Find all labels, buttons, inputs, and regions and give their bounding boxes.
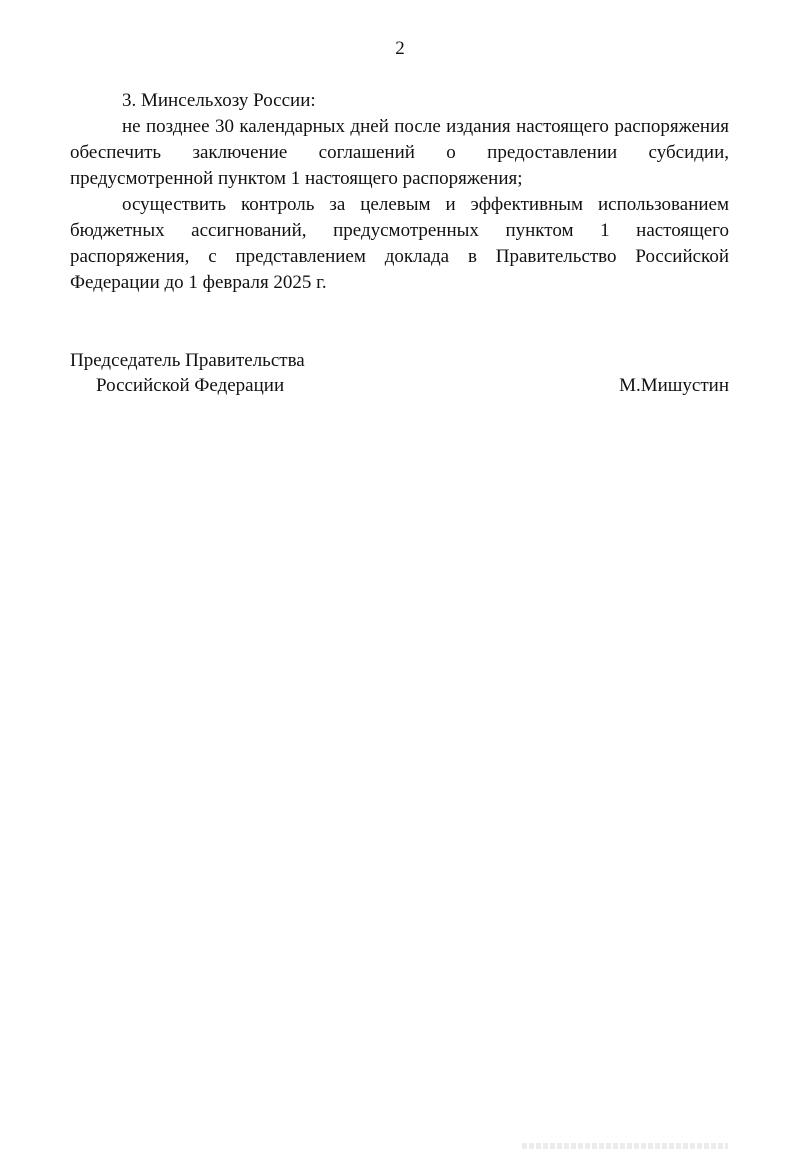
signature-block (70, 348, 729, 398)
signatory-title-line1: Председатель Правительства (70, 350, 305, 371)
page-number: 2 (395, 38, 405, 59)
paragraph-control: осуществить контроль за целевым и эффективным использованием бюджетных ассигнований, предусмотренных пунктом 1 настоящего распоряжения, с представлением доклада в Правительство Российской Федерации до 1 февраля 2025 г. (70, 194, 729, 293)
footer-document-code (522, 1143, 728, 1149)
paragraph-agreements: не позднее 30 календарных дней после издания настоящего распоряжения обеспечить заключение соглашений о предоставлении субсидии, предусмотренной пунктом 1 настоящего распоряжения; (70, 116, 729, 189)
document-body (70, 88, 729, 296)
signatory-title-line2: Российской Федерации (96, 375, 285, 396)
signatory-name: М.Мишустин (619, 375, 729, 396)
paragraph-heading: 3. Минсельхозу России: (122, 90, 316, 111)
